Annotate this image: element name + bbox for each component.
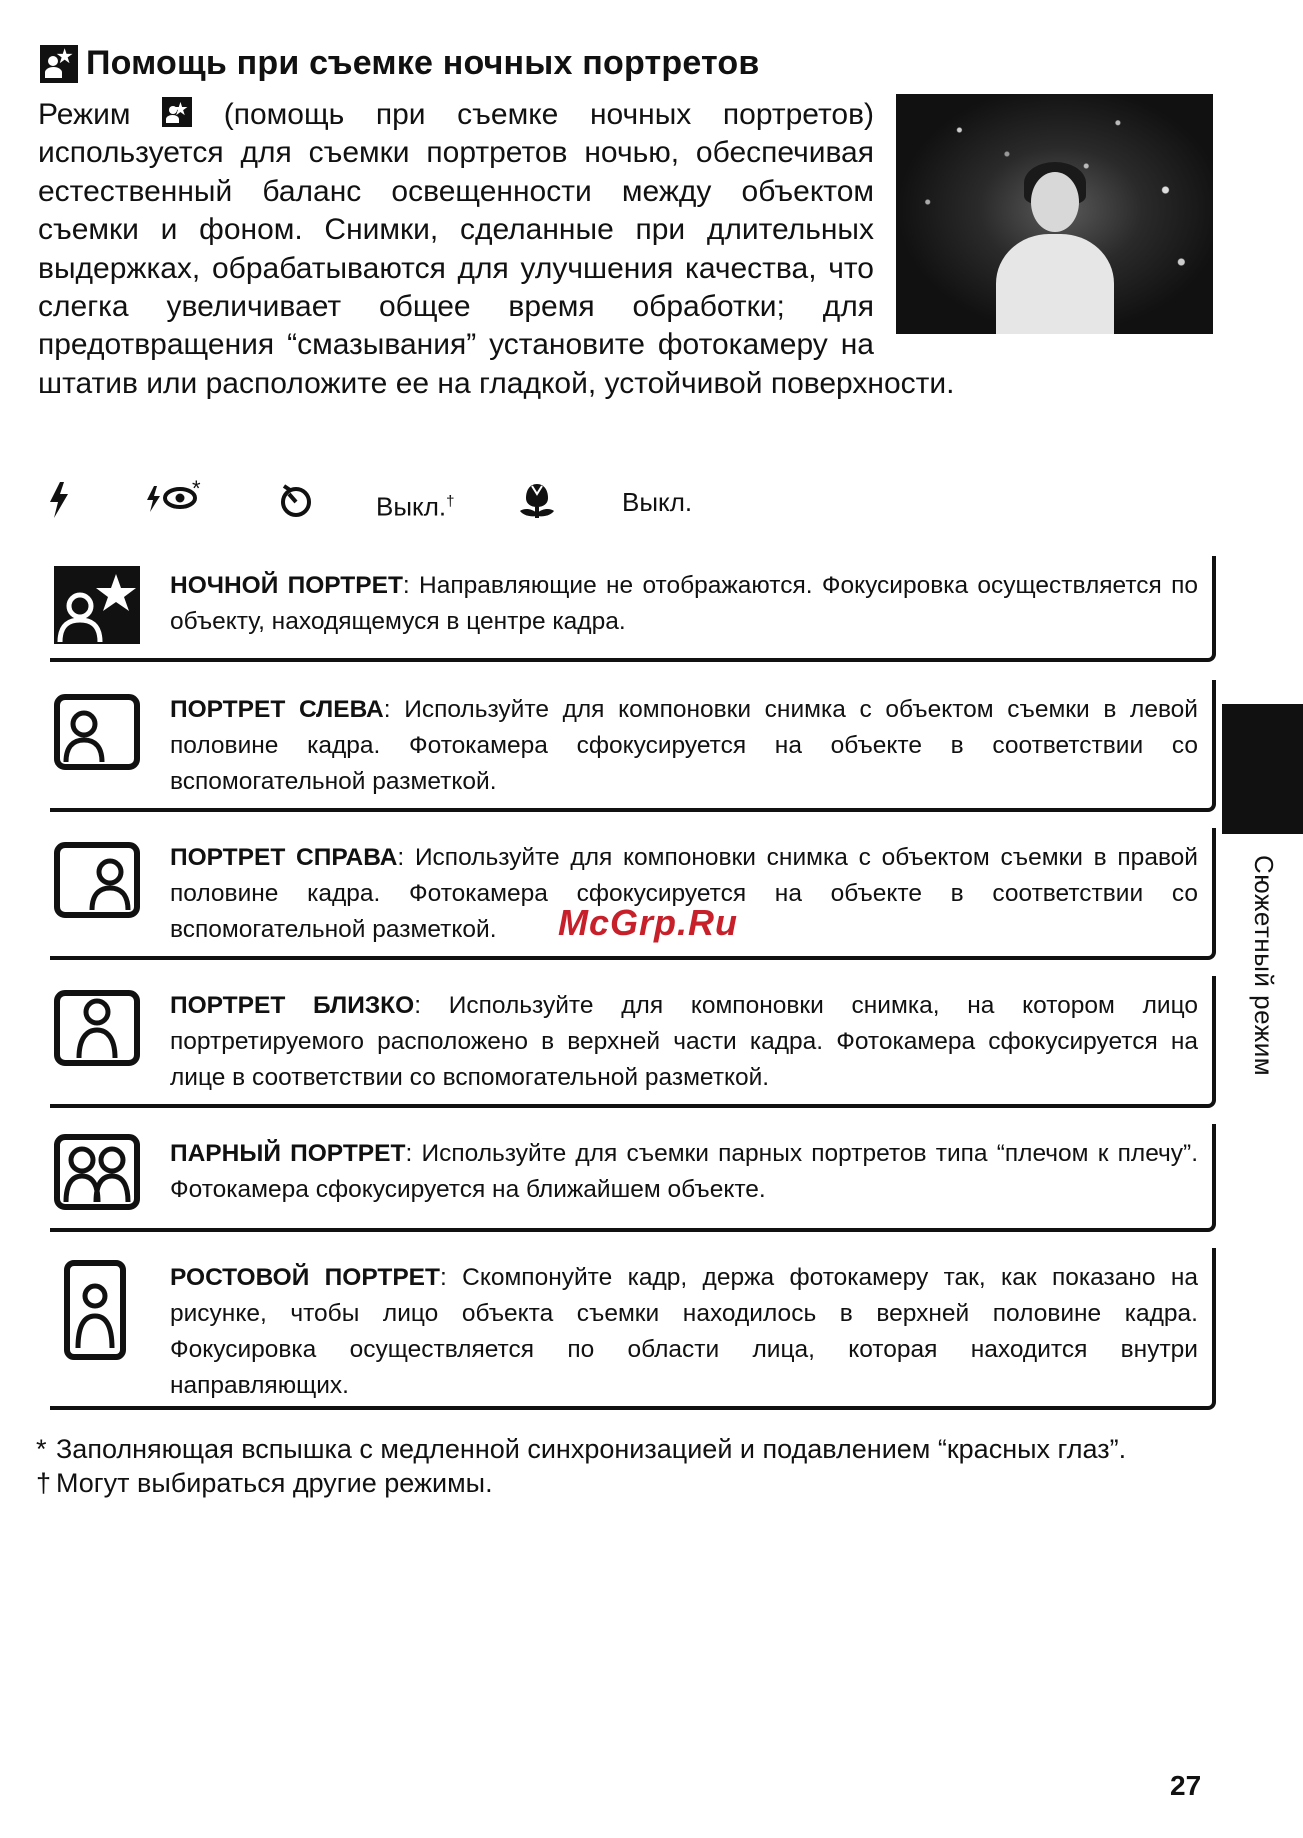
portrait-left-icon	[54, 694, 140, 774]
page-number: 27	[1170, 1770, 1202, 1801]
couple-portrait-icon	[54, 1134, 140, 1214]
night-portrait-icon	[54, 566, 140, 646]
mode-text-portrait-close-up: ПОРТРЕТ БЛИЗКО: Используйте для компоновки снимка, на котором лицо портретируемого расположено в верхней части кадра. Фотокамера сфокусируется на лице в соответствии со вспомогательной разметкой.	[170, 992, 1199, 1091]
footnotes	[36, 1432, 1214, 1500]
footnote-mark: *	[36, 1434, 47, 1464]
heading-text: Помощь при съемке ночных портретов	[86, 44, 760, 82]
footnote	[36, 1432, 1214, 1466]
self-timer-footnote-mark: †	[446, 493, 455, 510]
intro-body: (помощь при съемке ночных портретов) используется для съемки портретов ночью, обеспечивая естественный баланс освещенности между объектом съемки и фоном. Снимки, сделанные при длительных выдержках, обрабатываются для улучшения качества, что слегка увеличивает общее время обработки; для предотвращения “смазывания” установите фотокамеру на штатив или расположите ее на гладкой, устойчивой поверхности.	[38, 98, 955, 400]
mode-box-portrait-close-up	[50, 976, 1216, 1108]
mode-box-full-length-portrait	[50, 1248, 1216, 1410]
self-timer-icon	[278, 480, 314, 520]
mode-description: Скомпонуйте кадр, держа фотокамеру так, как показано на рисунке, чтобы лицо объекта съемки находилось в верхней половине кадра. Фокусировка осуществляется по области лица, которая находится внутри направляющих.	[170, 1264, 1198, 1399]
mode-title: ПАРНЫЙ ПОРТРЕТ	[170, 1140, 406, 1167]
full-length-portrait-icon	[64, 1260, 150, 1340]
mode-description: Используйте для съемки парных портретов типа “плечом к плечу”. Фотокамера сфокусируется на ближайшем объекте.	[170, 1140, 1198, 1203]
night-portrait-assist-icon: ★	[40, 45, 78, 83]
flash-icon	[46, 480, 70, 520]
mode-box-portrait-left	[50, 680, 1216, 812]
mode-description: Используйте для компоновки снимка с объектом съемки в правой половине кадра. Фотокамера сфокусируется на объекте в соответствии со вспомогательной разметкой.	[170, 844, 1198, 943]
settings-row	[40, 476, 940, 524]
self-timer-value: Выкл.	[376, 491, 447, 522]
footnote	[36, 1466, 1214, 1500]
side-label: Сюжетный режим	[1249, 855, 1279, 1077]
mode-box-night-portrait	[50, 556, 1216, 662]
footnote-text: Заполняющая вспышка с медленной синхронизацией и подавлением “красных глаз”.	[56, 1434, 1127, 1464]
footnote-mark: †	[36, 1468, 52, 1498]
mode-text-portrait-right: ПОРТРЕТ СПРАВА: Используйте для компоновки снимка с объектом съемки в правой половине кадра. Фотокамера сфокусируется на объекте в соответствии со вспомогательной разметкой.	[170, 844, 1198, 943]
night-portrait-photo	[896, 94, 1213, 334]
section-heading	[40, 44, 759, 83]
mode-title: ПОРТРЕТ СПРАВА	[170, 844, 398, 871]
mode-text-full-length-portrait: РОСТОВОЙ ПОРТРЕТ: Скомпонуйте кадр, держа фотокамеру так, как показано на рисунке, чтобы лицо объекта съемки находилось в верхней половине кадра. Фокусировка осуществляется по области лица, которая находится внутри направляющих.	[170, 1264, 1198, 1399]
mode-description: Используйте для компоновки снимка с объектом съемки в левой половине кадра. Фотокамера сфокусируется на объекте в соответствии со вспомогательной разметкой.	[170, 696, 1198, 795]
portrait-right-icon	[54, 842, 140, 922]
side-tab	[1222, 706, 1303, 834]
mode-description: Используйте для компоновки снимка, на котором лицо портретируемого расположено в верхней части кадра. Фотокамера сфокусируется на лице в соответствии со вспомогательной разметкой.	[170, 992, 1199, 1091]
flash-mode-footnote-mark: *	[192, 476, 201, 501]
portrait-close-up-icon	[54, 990, 140, 1070]
mode-title: ПОРТРЕТ СЛЕВА	[170, 696, 384, 723]
mode-title: НОЧНОЙ ПОРТРЕТ	[170, 572, 403, 599]
mode-text-couple-portrait: ПАРНЫЙ ПОРТРЕТ: Используйте для съемки парных портретов типа “плечом к плечу”. Фотокамера сфокусируется на ближайшем объекте.	[170, 1140, 1198, 1203]
macro-tulip-icon	[516, 480, 558, 520]
footnote-text: Могут выбираться другие режимы.	[56, 1468, 493, 1498]
self-timer-setting	[376, 480, 454, 529]
night-portrait-assist-inline-icon: ★	[162, 97, 192, 127]
mode-text-portrait-left: ПОРТРЕТ СЛЕВА: Используйте для компоновки снимка с объектом съемки в левой половине кадра. Фотокамера сфокусируется на объекте в соответствии со вспомогательной разметкой.	[170, 696, 1198, 795]
mode-text-night-portrait: НОЧНОЙ ПОРТРЕТ: Направляющие не отображаются. Фокусировка осуществляется по объекту, находящемуся в центре кадра.	[170, 572, 1198, 635]
mode-box-couple-portrait	[50, 1124, 1216, 1232]
mode-title: РОСТОВОЙ ПОРТРЕТ	[170, 1264, 440, 1291]
watermark: McGrp.Ru	[558, 902, 739, 943]
intro-paragraph	[38, 96, 1213, 403]
intro-lead: Режим	[38, 98, 131, 131]
mode-description: Направляющие не отображаются. Фокусировка осуществляется по объекту, находящемуся в центре кадра.	[170, 572, 1198, 635]
macro-value: Выкл.	[622, 487, 693, 517]
mode-title: ПОРТРЕТ БЛИЗКО	[170, 992, 415, 1019]
